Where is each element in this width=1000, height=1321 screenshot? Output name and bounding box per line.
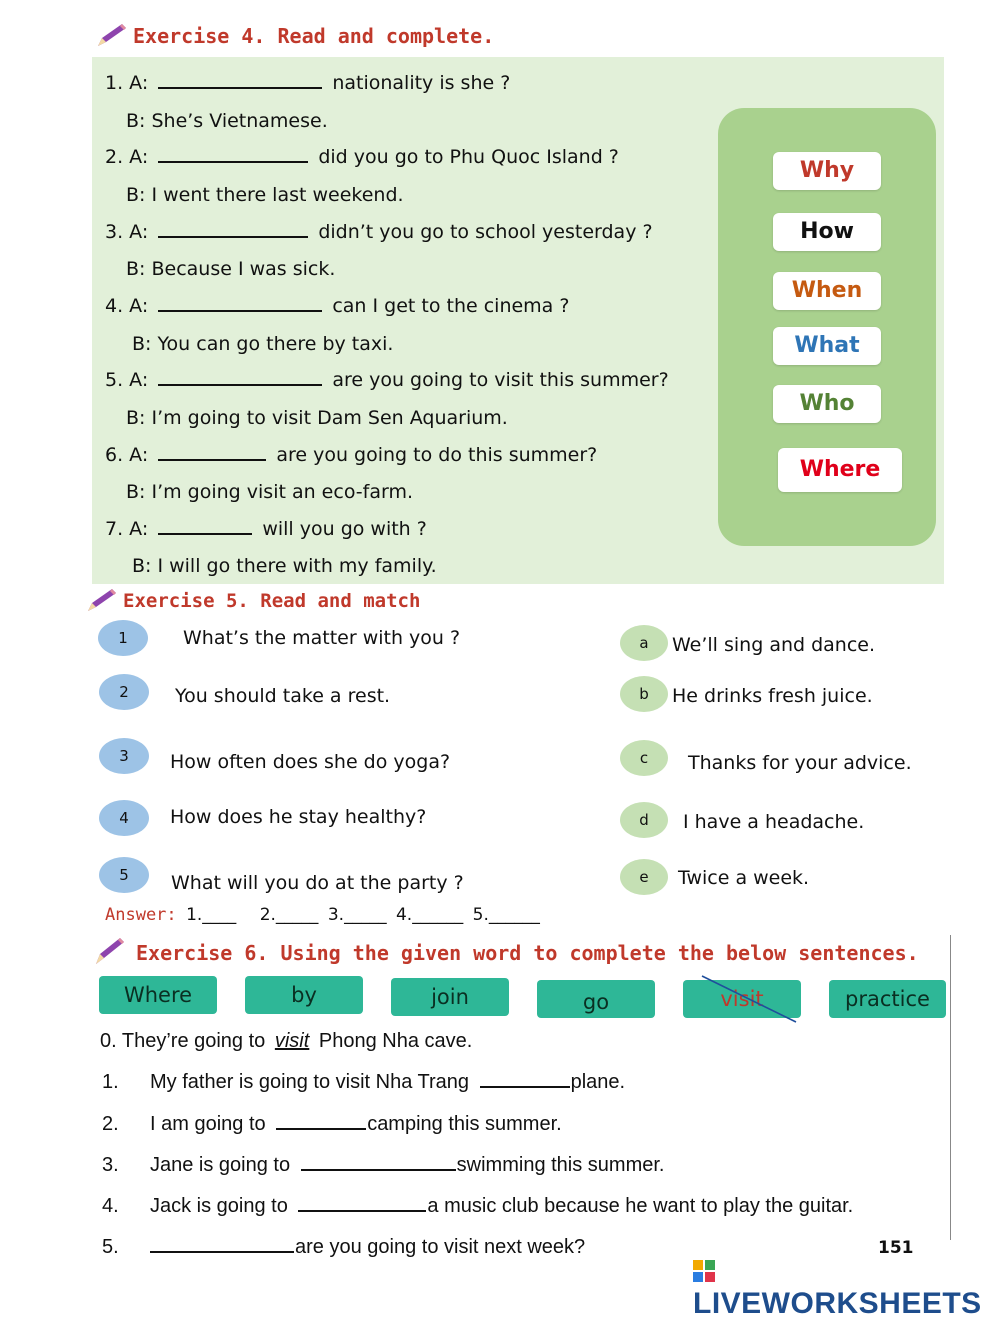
answer-line: B: Because I was sick. bbox=[126, 258, 336, 280]
answer-line: B: I will go there with my family. bbox=[132, 555, 437, 577]
answer-line: B: I’m going visit an eco-farm. bbox=[126, 481, 414, 503]
answer-blank[interactable] bbox=[480, 1072, 570, 1088]
question-line bbox=[105, 72, 510, 94]
answer-blank[interactable] bbox=[276, 1114, 366, 1130]
answer-line: B: She’s Vietnamese. bbox=[126, 110, 328, 132]
sentence-line bbox=[150, 1236, 585, 1259]
word-chip[interactable]: by bbox=[245, 976, 363, 1014]
question-number-badge: 1 bbox=[98, 620, 148, 656]
word-box-item[interactable]: When bbox=[773, 272, 881, 310]
match-answer[interactable]: We’ll sing and dance. bbox=[672, 634, 876, 656]
question-line bbox=[105, 221, 653, 243]
question-number-badge: 2 bbox=[99, 674, 149, 710]
question-line bbox=[105, 444, 597, 466]
answer-slot[interactable]: 2._____ bbox=[259, 905, 319, 925]
sentence-after: plane. bbox=[570, 1071, 626, 1093]
answer-slot[interactable]: 5.______ bbox=[472, 905, 540, 925]
sentence-after: a music club because he want to play the guitar. bbox=[427, 1195, 854, 1217]
liveworksheets-logo bbox=[693, 1253, 1000, 1321]
vertical-rule bbox=[950, 935, 951, 1240]
answer-blank[interactable] bbox=[158, 222, 308, 238]
answer-blank[interactable] bbox=[158, 370, 322, 386]
exercise-6-title: Exercise 6. Using the given word to complete the below sentences. bbox=[136, 941, 919, 965]
answer-blank[interactable] bbox=[301, 1155, 456, 1171]
sentence-line bbox=[150, 1154, 664, 1177]
answer-label: Answer: bbox=[105, 905, 177, 925]
question-number: 7. A: bbox=[105, 518, 149, 540]
match-answer[interactable]: Twice a week. bbox=[678, 867, 810, 889]
answer-letter-badge: d bbox=[620, 802, 668, 838]
sentence-before: Jack is going to bbox=[150, 1195, 288, 1217]
answer-blank[interactable] bbox=[158, 519, 252, 535]
match-answer[interactable]: Thanks for your advice. bbox=[688, 752, 912, 774]
word-chip[interactable]: go bbox=[537, 980, 655, 1018]
example-prefix: 0. They’re going to bbox=[100, 1030, 266, 1052]
answer-blank[interactable] bbox=[158, 147, 308, 163]
sentence-line bbox=[150, 1113, 562, 1136]
answer-line: B: I went there last weekend. bbox=[126, 184, 404, 206]
word-chip[interactable]: join bbox=[391, 978, 509, 1016]
strike-through-mark bbox=[700, 972, 800, 1024]
answer-blank[interactable] bbox=[158, 296, 322, 312]
match-answer[interactable]: He drinks fresh juice. bbox=[672, 685, 873, 707]
question-number: 3. A: bbox=[105, 221, 149, 243]
question-text: can I get to the cinema ? bbox=[332, 295, 570, 317]
word-box-item[interactable]: Where bbox=[778, 448, 902, 492]
question-line bbox=[105, 369, 669, 391]
pencil-icon bbox=[94, 936, 126, 966]
pencil-icon bbox=[86, 587, 118, 613]
word-chip-used[interactable]: visit bbox=[683, 980, 801, 1018]
question-line bbox=[105, 295, 569, 317]
sentence-before: My father is going to visit Nha Trang bbox=[150, 1071, 470, 1093]
question-text: didn’t you go to school yesterday ? bbox=[318, 221, 653, 243]
sentence-before: Jane is going to bbox=[150, 1154, 291, 1176]
exercise-4-title: Exercise 4. Read and complete. bbox=[133, 24, 495, 48]
question-number-badge: 3 bbox=[99, 738, 149, 774]
answer-line: B: You can go there by taxi. bbox=[132, 333, 394, 355]
answer-blank[interactable] bbox=[158, 445, 266, 461]
word-chip[interactable]: Where bbox=[99, 976, 217, 1014]
question-text: are you going to visit this summer? bbox=[332, 369, 669, 391]
answer-letter-badge: e bbox=[620, 859, 668, 895]
answer-slot[interactable]: 4.______ bbox=[395, 905, 464, 925]
sentence-after: camping this summer. bbox=[367, 1113, 562, 1135]
page-number: 151 bbox=[878, 1238, 914, 1258]
match-question[interactable]: You should take a rest. bbox=[175, 685, 391, 707]
example-answer: visit bbox=[274, 1030, 310, 1052]
question-text: nationality is she ? bbox=[332, 72, 511, 94]
question-number: 6. A: bbox=[105, 444, 149, 466]
match-question[interactable]: How often does she do yoga? bbox=[170, 751, 451, 773]
question-number-badge: 5 bbox=[99, 857, 149, 893]
match-answer[interactable]: I have a headache. bbox=[683, 811, 865, 833]
word-box-item[interactable]: Who bbox=[773, 385, 881, 423]
question-number: 4. A: bbox=[105, 295, 149, 317]
question-text: will you go with ? bbox=[262, 518, 427, 540]
answer-blank[interactable] bbox=[298, 1196, 426, 1212]
match-question[interactable]: What will you do at the party ? bbox=[171, 872, 464, 894]
brand-text: LIVEWORKSHEETS bbox=[693, 1287, 982, 1320]
sentence-number: 1. bbox=[102, 1071, 119, 1093]
answer-blank[interactable] bbox=[150, 1237, 294, 1253]
question-line bbox=[105, 518, 427, 540]
question-text: are you going to do this summer? bbox=[276, 444, 598, 466]
question-text: did you go to Phu Quoc Island ? bbox=[318, 146, 619, 168]
question-number: 1. A: bbox=[105, 72, 149, 94]
sentence-after: are you going to visit next week? bbox=[295, 1236, 586, 1258]
answer-slot[interactable]: 3._____ bbox=[327, 905, 387, 925]
sentence-line bbox=[150, 1195, 853, 1218]
sentence-number: 2. bbox=[102, 1113, 119, 1135]
sentence-number: 4. bbox=[102, 1195, 119, 1217]
word-box-item[interactable]: How bbox=[773, 213, 881, 251]
sentence-number: 5. bbox=[102, 1236, 119, 1258]
match-question[interactable]: How does he stay healthy? bbox=[170, 806, 427, 828]
example-sentence bbox=[100, 1030, 472, 1053]
sentence-after: swimming this summer. bbox=[456, 1154, 665, 1176]
example-suffix: Phong Nha cave. bbox=[318, 1030, 473, 1052]
pencil-icon bbox=[96, 22, 128, 48]
liveworksheets-logo-icon bbox=[693, 1260, 715, 1282]
answer-line: B: I’m going to visit Dam Sen Aquarium. bbox=[126, 407, 508, 429]
question-number: 5. A: bbox=[105, 369, 149, 391]
answer-slot[interactable]: 1.____ bbox=[186, 905, 237, 925]
sentence-line bbox=[150, 1071, 625, 1094]
question-number-badge: 4 bbox=[99, 800, 149, 836]
question-line bbox=[105, 146, 619, 168]
word-box-item[interactable]: What bbox=[773, 327, 881, 365]
answer-blank[interactable] bbox=[158, 73, 322, 89]
exercise-5-title: Exercise 5. Read and match bbox=[123, 590, 421, 612]
question-number: 2. A: bbox=[105, 146, 149, 168]
answer-row bbox=[105, 905, 540, 925]
sentence-before: I am going to bbox=[150, 1113, 266, 1135]
word-chip[interactable]: practice bbox=[829, 980, 946, 1018]
answer-letter-badge: c bbox=[620, 740, 668, 776]
word-box-item[interactable]: Why bbox=[773, 152, 881, 190]
answer-letter-badge: a bbox=[620, 625, 668, 661]
match-question[interactable]: What’s the matter with you ? bbox=[183, 627, 461, 649]
sentence-number: 3. bbox=[102, 1154, 119, 1176]
answer-letter-badge: b bbox=[620, 676, 668, 712]
